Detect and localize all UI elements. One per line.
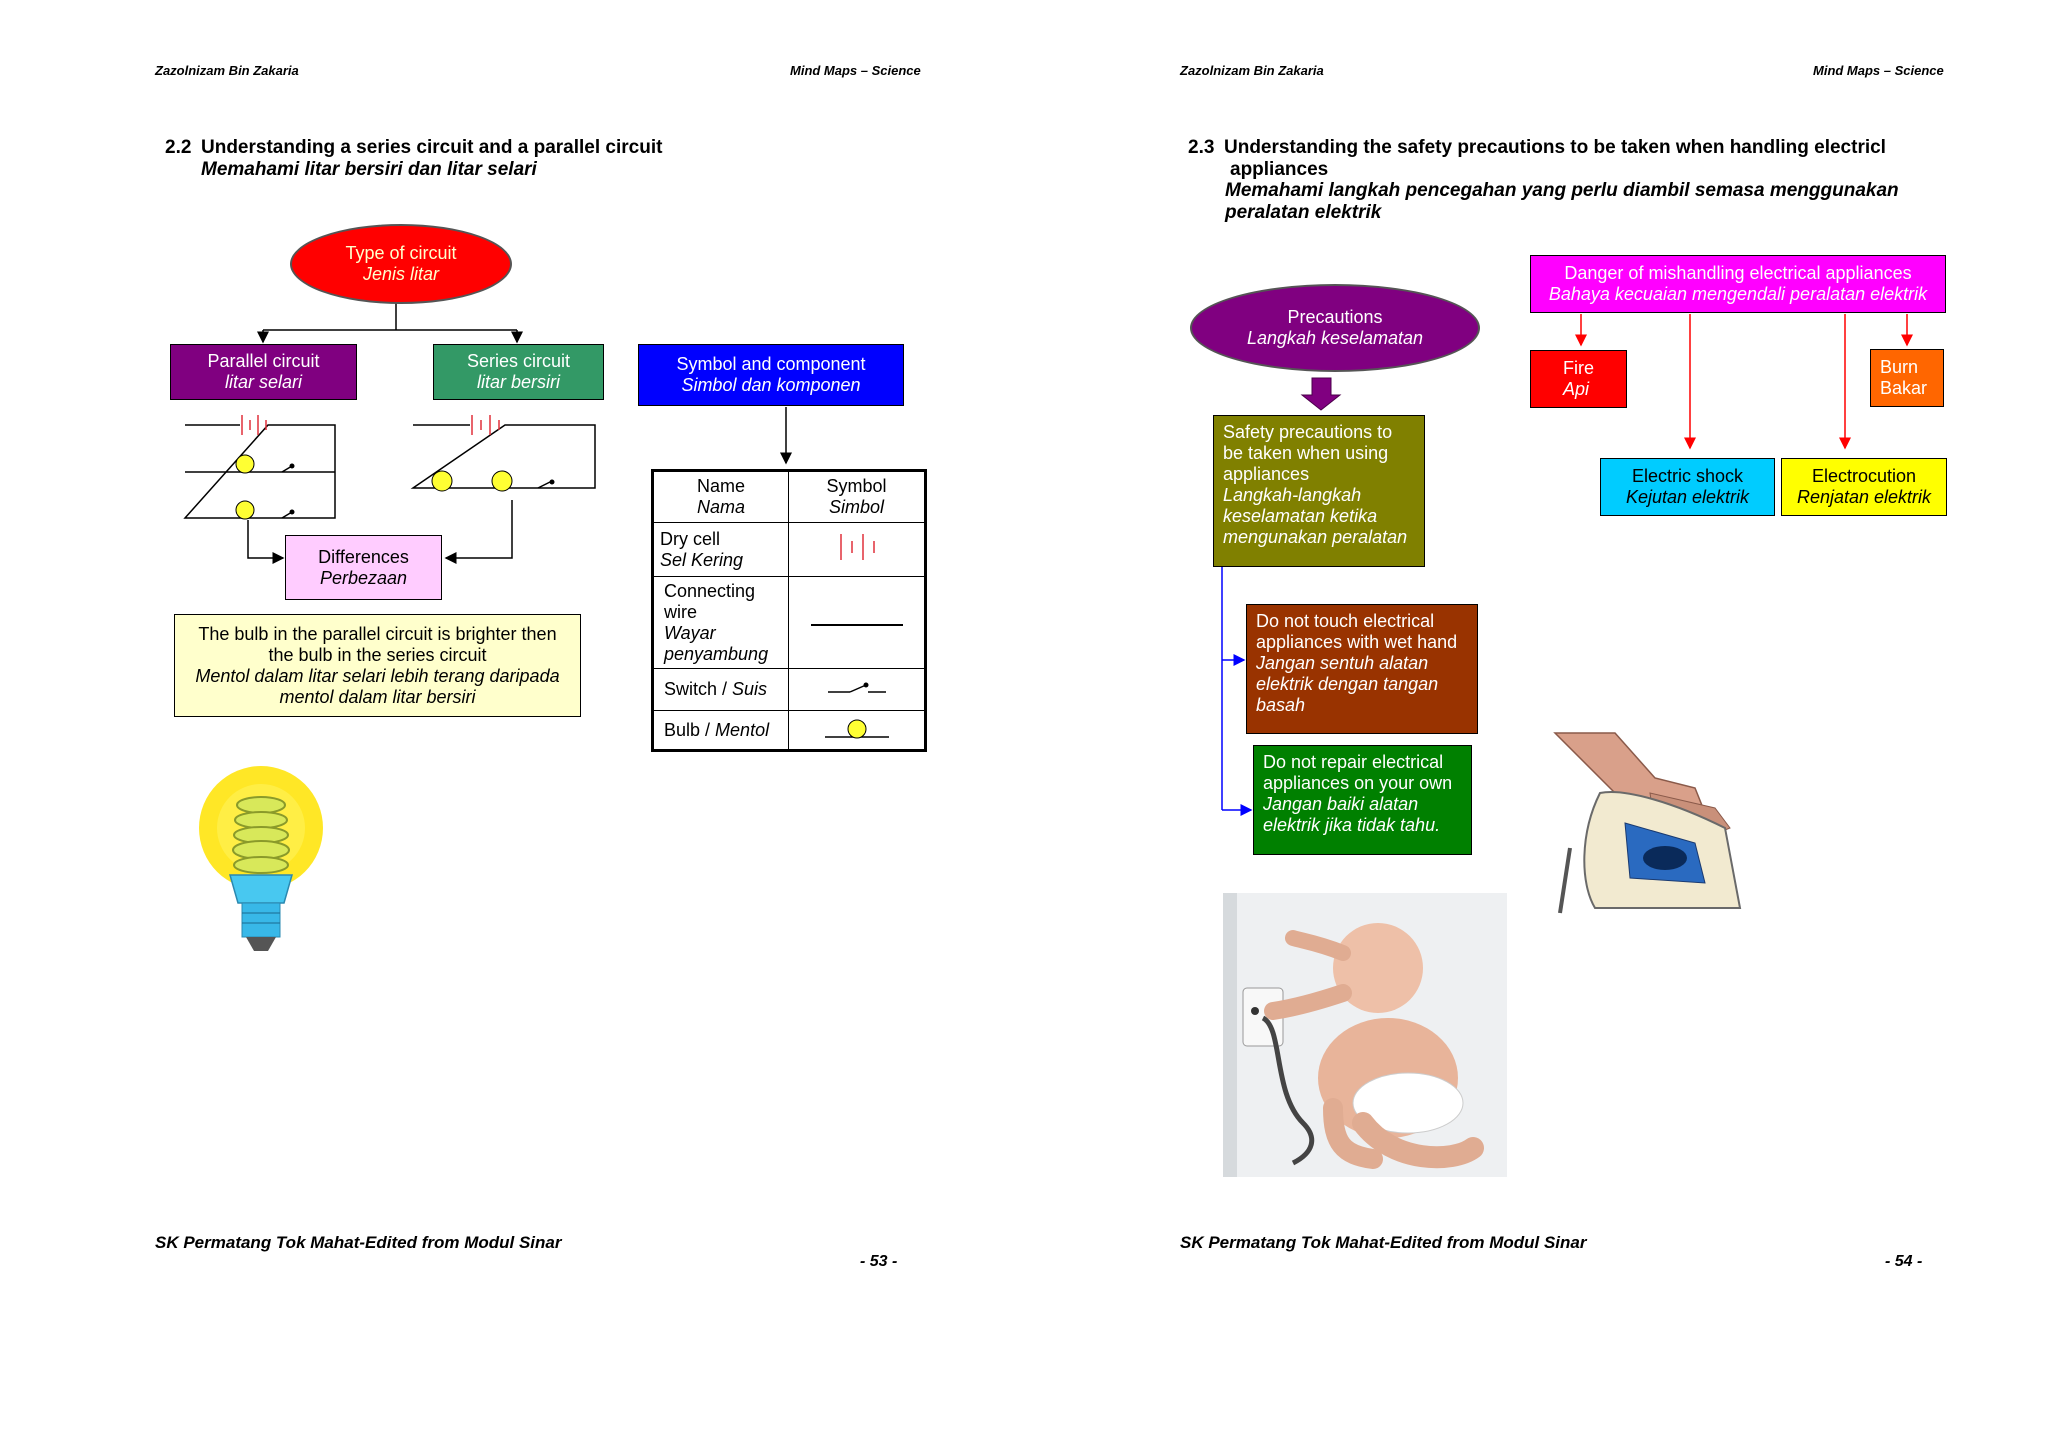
section-title-line1: Understanding the safety precautions to be taken when handling electricl: [1224, 137, 1886, 158]
header-title: Mind Maps – Science: [790, 63, 921, 78]
parallel-circuit-ms: litar selari: [224, 372, 303, 392]
burn-box: [1870, 349, 1944, 407]
header-symbol-ms: Simbol: [828, 497, 885, 517]
electrocution-box: [1781, 458, 1947, 516]
danger-box: [1530, 255, 1946, 313]
row-name-en: Bulb: [664, 719, 701, 740]
series-circuit-ms: litar bersiri: [476, 372, 560, 392]
row-name-en: Connecting wire: [664, 580, 756, 622]
section-subtitle: Memahami litar bersiri dan litar selari: [201, 159, 537, 180]
symbol-component-en: Symbol and component: [676, 354, 866, 374]
baby-socket-icon: [1223, 893, 1507, 1177]
precautions-ms: Langkah keselamatan: [1246, 328, 1424, 348]
electric-shock-box: [1600, 458, 1775, 516]
row-name-ms: Mentol: [715, 719, 770, 740]
tip-repair-box: [1253, 745, 1472, 855]
tip1-ms: Jangan sentuh alatan elektrik dengan tangan basah: [1256, 653, 1439, 715]
comparison-ms: Mentol dalam litar selari lebih terang daripada mentol dalam litar bersiri: [195, 665, 560, 707]
fire-en: Fire: [1563, 358, 1594, 378]
type-of-circuit-en: Type of circuit: [345, 243, 457, 263]
footer: SK Permatang Tok Mahat-Edited from Modul Sinar: [1180, 1233, 1587, 1252]
series-circuit-en: Series circuit: [466, 351, 571, 371]
differences-ms: Perbezaan: [319, 567, 408, 588]
header-name-en: Name: [696, 476, 745, 496]
footer: SK Permatang Tok Mahat-Edited from Modul Sinar: [155, 1233, 562, 1252]
safety-precautions-box: [1213, 415, 1425, 567]
differences-en: Differences: [318, 546, 409, 567]
section-number: 2.3: [1188, 137, 1215, 158]
iron-hand-icon: [1555, 733, 1755, 923]
comparison-en: The bulb in the parallel circuit is brighter then the bulb in the series circuit: [198, 623, 557, 665]
section-subtitle-line1: Memahami langkah pencegahan yang perlu diambil semasa menggunakan: [1225, 180, 1899, 201]
safety-ms: Langkah-langkah keselamatan ketika mengunakan peralatan: [1223, 485, 1408, 547]
electrocution-en: Electrocution: [1811, 466, 1917, 486]
type-of-circuit-ms: Jenis litar: [362, 264, 440, 284]
parallel-circuit-en: Parallel circuit: [207, 351, 320, 371]
row-name-ms: Suis: [732, 679, 768, 699]
section-number: 2.2: [165, 137, 192, 158]
fire-ms: Api: [1563, 379, 1590, 399]
header-symbol-en: Symbol: [826, 476, 887, 496]
precautions-ellipse: [1190, 284, 1480, 372]
precautions-en: Precautions: [1287, 307, 1383, 327]
row-name-en: Switch: [664, 679, 718, 699]
tip2-ms: Jangan baiki alatan elektrik jika tidak tahu.: [1263, 794, 1441, 835]
shock-ms: Kejutan elektrik: [1625, 487, 1750, 507]
section-title-line2: appliances: [1230, 159, 1329, 180]
symbol-component-ms: Simbol dan komponen: [681, 375, 861, 395]
row-name-ms: Wayar penyambung: [664, 622, 769, 664]
page-number: - 54 -: [1885, 1253, 1923, 1270]
header-author: Zazolnizam Bin Zakaria: [1180, 63, 1324, 78]
safety-en: Safety precautions to be taken when using appliances: [1223, 422, 1393, 484]
header-title: Mind Maps – Science: [1813, 63, 1944, 78]
row-name: Switch / Suis: [653, 669, 789, 711]
burn-ms: Bakar: [1880, 378, 1928, 398]
header-name-ms: Nama: [696, 497, 745, 517]
fire-box: [1530, 350, 1627, 408]
row-name-en: Dry cell: [660, 528, 721, 549]
section-title: Understanding a series circuit and a parallel circuit: [201, 137, 663, 158]
danger-ms: Bahaya kecuaian mengendali peralatan elektrik: [1548, 284, 1928, 304]
section-subtitle-line2: peralatan elektrik: [1225, 202, 1382, 223]
header-author: Zazolnizam Bin Zakaria: [155, 63, 299, 78]
burn-en: Burn: [1880, 357, 1919, 377]
row-name: Bulb / Mentol: [653, 711, 789, 751]
tip2-en: Do not repair electrical appliances on your own: [1263, 752, 1453, 793]
danger-en: Danger of mishandling electrical appliances: [1564, 263, 1912, 283]
tip1-en: Do not touch electrical appliances with wet hand: [1256, 611, 1458, 652]
row-name-ms: Sel Kering: [660, 549, 744, 570]
electrocution-ms: Renjatan elektrik: [1796, 487, 1932, 507]
tip-wet-hand-box: [1246, 604, 1478, 734]
shock-en: Electric shock: [1631, 466, 1744, 486]
page-number: - 53 -: [860, 1253, 898, 1270]
